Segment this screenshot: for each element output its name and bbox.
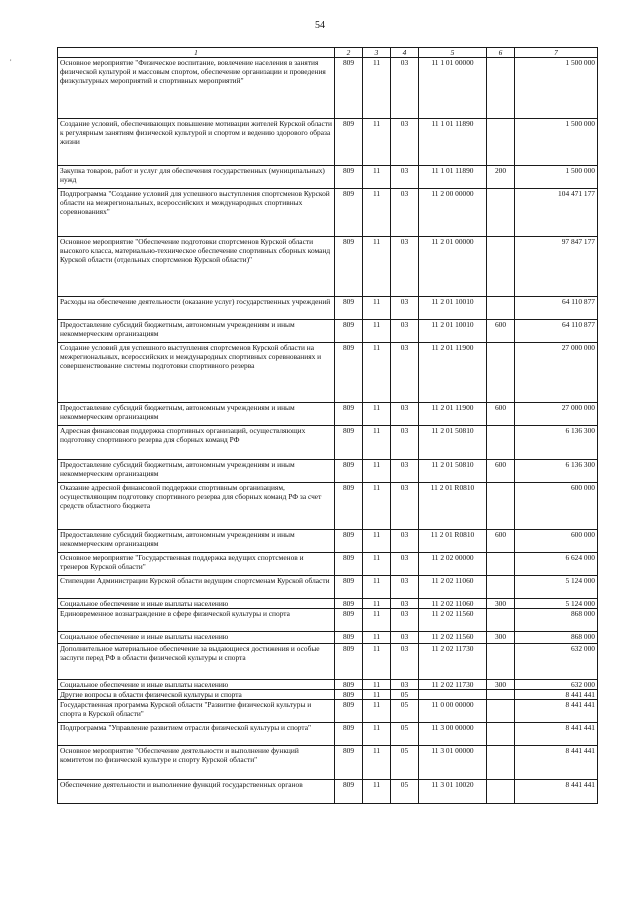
table-row: [58, 403, 598, 426]
cell-type: [487, 723, 515, 746]
cell-target: 11 2 00 00000: [419, 189, 487, 237]
cell-name: Создание условий для успешного выступления спортсменов Курской области на межрегиональных, всероссийских и международных спортивных соревнованиях и совершенствование системы подготовки спортивного резерва: [58, 343, 335, 403]
cell-type: [487, 343, 515, 403]
cell-target: 11 2 02 11560: [419, 632, 487, 644]
cell-name: Государственная программа Курской области "Развитие физической культуры и спорта в Курской области": [58, 700, 335, 723]
cell-ministry: 809: [335, 553, 363, 576]
cell-type: [487, 426, 515, 460]
cell-type: [487, 483, 515, 530]
cell-type: [487, 644, 515, 680]
cell-type: 600: [487, 320, 515, 343]
cell-section: 11: [363, 746, 391, 780]
table-row: [58, 237, 598, 297]
table-row: [58, 58, 598, 119]
cell-name: Обеспечение деятельности и выполнение функций государственных органов: [58, 780, 335, 804]
cell-amount: 8 441 441: [515, 780, 598, 804]
cell-type: [487, 576, 515, 599]
cell-ministry: 809: [335, 58, 363, 119]
cell-section: 11: [363, 644, 391, 680]
table-row: [58, 320, 598, 343]
cell-ministry: 809: [335, 644, 363, 680]
cell-type: [487, 58, 515, 119]
cell-subsection: 03: [391, 632, 419, 644]
cell-subsection: 03: [391, 460, 419, 483]
cell-name: Стипендии Администрации Курской области ведущим спортсменам Курской области: [58, 576, 335, 599]
cell-name: Другие вопросы в области физической культуры и спорта: [58, 690, 335, 700]
table-row: [58, 644, 598, 680]
cell-amount: 27 000 000: [515, 343, 598, 403]
table-row: [58, 426, 598, 460]
cell-amount: 1 500 000: [515, 166, 598, 189]
cell-subsection: 05: [391, 690, 419, 700]
header-cell: 4: [391, 48, 419, 58]
cell-amount: 64 110 877: [515, 297, 598, 320]
cell-name: Основное мероприятие "Физическое воспитание, вовлечение населения в занятия физической культурой и массовым спортом, обеспечение организации и проведения физкультурных мероприятий и спортивных мероприятий": [58, 58, 335, 119]
page-number: 54: [315, 20, 325, 31]
cell-ministry: 809: [335, 297, 363, 320]
cell-section: 11: [363, 426, 391, 460]
cell-type: [487, 700, 515, 723]
cell-target: 11 2 02 11730: [419, 680, 487, 690]
cell-section: 11: [363, 680, 391, 690]
cell-section: 11: [363, 780, 391, 804]
cell-ministry: 809: [335, 460, 363, 483]
cell-subsection: 03: [391, 553, 419, 576]
cell-amount: 64 110 877: [515, 320, 598, 343]
cell-amount: 600 000: [515, 483, 598, 530]
cell-amount: 27 000 000: [515, 403, 598, 426]
cell-subsection: 03: [391, 644, 419, 680]
cell-subsection: 03: [391, 189, 419, 237]
header-cell: 6: [487, 48, 515, 58]
cell-subsection: 05: [391, 746, 419, 780]
cell-subsection: 05: [391, 723, 419, 746]
cell-target: 11 2 02 11560: [419, 609, 487, 632]
cell-name: Социальное обеспечение и иные выплаты населению: [58, 680, 335, 690]
cell-target: 11 1 01 11890: [419, 119, 487, 166]
cell-subsection: 03: [391, 483, 419, 530]
table-row: [58, 119, 598, 166]
cell-ministry: 809: [335, 426, 363, 460]
cell-type: 600: [487, 530, 515, 553]
cell-name: Подпрограмма "Управление развитием отрасли физической культуры и спорта": [58, 723, 335, 746]
cell-amount: 868 000: [515, 609, 598, 632]
cell-target: 11 2 01 50810: [419, 426, 487, 460]
cell-name: Дополнительное материальное обеспечение за выдающиеся достижения и особые заслуги перед РФ в области физической культуры и спорта: [58, 644, 335, 680]
cell-subsection: 03: [391, 530, 419, 553]
cell-subsection: 05: [391, 700, 419, 723]
cell-type: [487, 189, 515, 237]
cell-subsection: 03: [391, 297, 419, 320]
cell-amount: 632 000: [515, 680, 598, 690]
cell-amount: 8 441 441: [515, 723, 598, 746]
cell-target: 11 3 00 00000: [419, 723, 487, 746]
cell-section: 11: [363, 320, 391, 343]
header-cell: 7: [515, 48, 598, 58]
cell-section: 11: [363, 609, 391, 632]
table-row: [58, 680, 598, 690]
cell-name: Основное мероприятие "Государственная поддержка ведущих спортсменов и тренеров Курской области": [58, 553, 335, 576]
header-cell: 3: [363, 48, 391, 58]
cell-subsection: 03: [391, 403, 419, 426]
cell-name: Предоставление субсидий бюджетным, автономным учреждениям и иным некоммерческим организациям: [58, 320, 335, 343]
header-row: [58, 48, 598, 58]
cell-name: Адресная финансовая поддержка спортивных организаций, осуществляющих подготовку спортивного резерва для сборных команд РФ: [58, 426, 335, 460]
cell-type: [487, 746, 515, 780]
cell-amount: 104 471 177: [515, 189, 598, 237]
cell-subsection: 03: [391, 426, 419, 460]
cell-section: 11: [363, 530, 391, 553]
cell-target: [419, 690, 487, 700]
cell-subsection: 03: [391, 576, 419, 599]
cell-target: 11 3 01 00000: [419, 746, 487, 780]
cell-section: 11: [363, 632, 391, 644]
cell-ministry: 809: [335, 237, 363, 297]
cell-amount: 5 124 000: [515, 599, 598, 609]
cell-section: 11: [363, 723, 391, 746]
cell-ministry: 809: [335, 320, 363, 343]
cell-target: 11 2 01 10010: [419, 320, 487, 343]
cell-type: [487, 553, 515, 576]
cell-target: 11 3 01 10020: [419, 780, 487, 804]
cell-section: 11: [363, 119, 391, 166]
cell-section: 11: [363, 189, 391, 237]
cell-name: Основное мероприятие "Обеспечение подготовки спортсменов Курской области высокого класса, материально-техническое обеспечение спортивных сборных команд Курской области (отдельных спортсменов Курской области)": [58, 237, 335, 297]
header-cell: 5: [419, 48, 487, 58]
cell-ministry: 809: [335, 599, 363, 609]
cell-name: Закупка товаров, работ и услуг для обеспечения государственных (муниципальных) нужд: [58, 166, 335, 189]
cell-name: Подпрограмма "Создание условий для успешного выступления спортсменов Курской области на межрегиональных, всероссийских и международных спортивных соревнованиях": [58, 189, 335, 237]
cell-name: Основное мероприятие "Обеспечение деятельности и выполнение функций комитетом по физической культуре и спорту Курской области": [58, 746, 335, 780]
table-row: [58, 553, 598, 576]
cell-ministry: 809: [335, 119, 363, 166]
table-row: [58, 576, 598, 599]
cell-type: [487, 609, 515, 632]
cell-type: [487, 690, 515, 700]
cell-ministry: 809: [335, 680, 363, 690]
cell-section: 11: [363, 553, 391, 576]
cell-section: 11: [363, 237, 391, 297]
cell-target: 11 1 01 00000: [419, 58, 487, 119]
cell-target: 11 2 01 R0810: [419, 483, 487, 530]
header-cell: 1: [58, 48, 335, 58]
cell-name: Социальное обеспечение и иные выплаты населению: [58, 632, 335, 644]
cell-section: 11: [363, 483, 391, 530]
table-row: [58, 530, 598, 553]
cell-subsection: 03: [391, 237, 419, 297]
cell-type: 300: [487, 632, 515, 644]
cell-amount: 6 136 300: [515, 460, 598, 483]
cell-type: [487, 297, 515, 320]
cell-target: 11 2 02 00000: [419, 553, 487, 576]
cell-amount: 1 500 000: [515, 119, 598, 166]
table-row: [58, 700, 598, 723]
cell-ministry: 809: [335, 780, 363, 804]
cell-type: 600: [487, 403, 515, 426]
cell-target: 11 2 01 11900: [419, 343, 487, 403]
cell-type: 300: [487, 680, 515, 690]
cell-ministry: 809: [335, 723, 363, 746]
cell-type: 600: [487, 460, 515, 483]
cell-target: 11 1 01 11890: [419, 166, 487, 189]
cell-name: Социальное обеспечение и иные выплаты населению: [58, 599, 335, 609]
table-row: [58, 690, 598, 700]
cell-amount: 6 624 000: [515, 553, 598, 576]
cell-section: 11: [363, 700, 391, 723]
cell-target: 11 2 01 50810: [419, 460, 487, 483]
cell-name: Предоставление субсидий бюджетным, автономным учреждениям и иным некоммерческим организациям: [58, 403, 335, 426]
margin-mark: ,: [10, 56, 12, 62]
cell-amount: 97 847 177: [515, 237, 598, 297]
cell-subsection: 03: [391, 680, 419, 690]
cell-section: 11: [363, 58, 391, 119]
table-row: [58, 609, 598, 632]
cell-subsection: 03: [391, 58, 419, 119]
cell-type: 200: [487, 166, 515, 189]
table-row: [58, 297, 598, 320]
cell-ministry: 809: [335, 483, 363, 530]
cell-ministry: 809: [335, 690, 363, 700]
table-row: [58, 343, 598, 403]
cell-name: Предоставление субсидий бюджетным, автономным учреждениям и иным некоммерческим организациям: [58, 530, 335, 553]
cell-section: 11: [363, 166, 391, 189]
cell-type: [487, 237, 515, 297]
cell-amount: 600 000: [515, 530, 598, 553]
cell-amount: 6 136 300: [515, 426, 598, 460]
cell-subsection: 03: [391, 166, 419, 189]
table-row: [58, 599, 598, 609]
cell-amount: 1 500 000: [515, 58, 598, 119]
budget-table: [57, 47, 598, 804]
table-row: [58, 632, 598, 644]
cell-subsection: 05: [391, 780, 419, 804]
cell-amount: 868 000: [515, 632, 598, 644]
table-row: [58, 166, 598, 189]
cell-name: Единовременное вознаграждение в сфере физической культуры и спорта: [58, 609, 335, 632]
cell-ministry: 809: [335, 632, 363, 644]
cell-target: 11 2 01 00000: [419, 237, 487, 297]
table-row: [58, 723, 598, 746]
cell-target: 11 2 02 11060: [419, 599, 487, 609]
cell-amount: 8 441 441: [515, 700, 598, 723]
cell-section: 11: [363, 297, 391, 320]
cell-subsection: 03: [391, 343, 419, 403]
cell-section: 11: [363, 403, 391, 426]
cell-name: Предоставление субсидий бюджетным, автономным учреждениям и иным некоммерческим организациям: [58, 460, 335, 483]
cell-target: 11 2 01 11900: [419, 403, 487, 426]
table-row: [58, 746, 598, 780]
cell-subsection: 03: [391, 119, 419, 166]
cell-ministry: 809: [335, 700, 363, 723]
table-body: [58, 58, 598, 804]
cell-section: 11: [363, 576, 391, 599]
cell-target: 11 2 02 11060: [419, 576, 487, 599]
cell-amount: 8 441 441: [515, 746, 598, 780]
cell-ministry: 809: [335, 343, 363, 403]
cell-ministry: 809: [335, 530, 363, 553]
cell-ministry: 809: [335, 189, 363, 237]
cell-target: 11 0 00 00000: [419, 700, 487, 723]
cell-amount: 632 000: [515, 644, 598, 680]
cell-type: [487, 780, 515, 804]
cell-subsection: 03: [391, 609, 419, 632]
cell-name: Оказание адресной финансовой поддержки спортивным организациям, осуществляющим подготовку спортивного резерва для сборных команд РФ за счет средств областного бюджета: [58, 483, 335, 530]
table-row: [58, 483, 598, 530]
cell-target: 11 2 02 11730: [419, 644, 487, 680]
cell-name: Создание условий, обеспечивающих повышение мотивации жителей Курской области к регулярным занятиям физической культурой и спортом и ведению здорового образа жизни: [58, 119, 335, 166]
cell-section: 11: [363, 343, 391, 403]
cell-amount: 5 124 000: [515, 576, 598, 599]
cell-ministry: 809: [335, 403, 363, 426]
cell-ministry: 809: [335, 609, 363, 632]
cell-section: 11: [363, 690, 391, 700]
table-row: [58, 460, 598, 483]
cell-subsection: 03: [391, 599, 419, 609]
table-row: [58, 780, 598, 804]
cell-type: [487, 119, 515, 166]
cell-amount: 8 441 441: [515, 690, 598, 700]
cell-ministry: 809: [335, 166, 363, 189]
cell-target: 11 2 01 R0810: [419, 530, 487, 553]
cell-section: 11: [363, 460, 391, 483]
header-cell: 2: [335, 48, 363, 58]
cell-subsection: 03: [391, 320, 419, 343]
table-row: [58, 189, 598, 237]
cell-name: Расходы на обеспечение деятельности (оказание услуг) государственных учреждений: [58, 297, 335, 320]
cell-ministry: 809: [335, 576, 363, 599]
cell-section: 11: [363, 599, 391, 609]
cell-target: 11 2 01 10010: [419, 297, 487, 320]
cell-type: 300: [487, 599, 515, 609]
cell-ministry: 809: [335, 746, 363, 780]
